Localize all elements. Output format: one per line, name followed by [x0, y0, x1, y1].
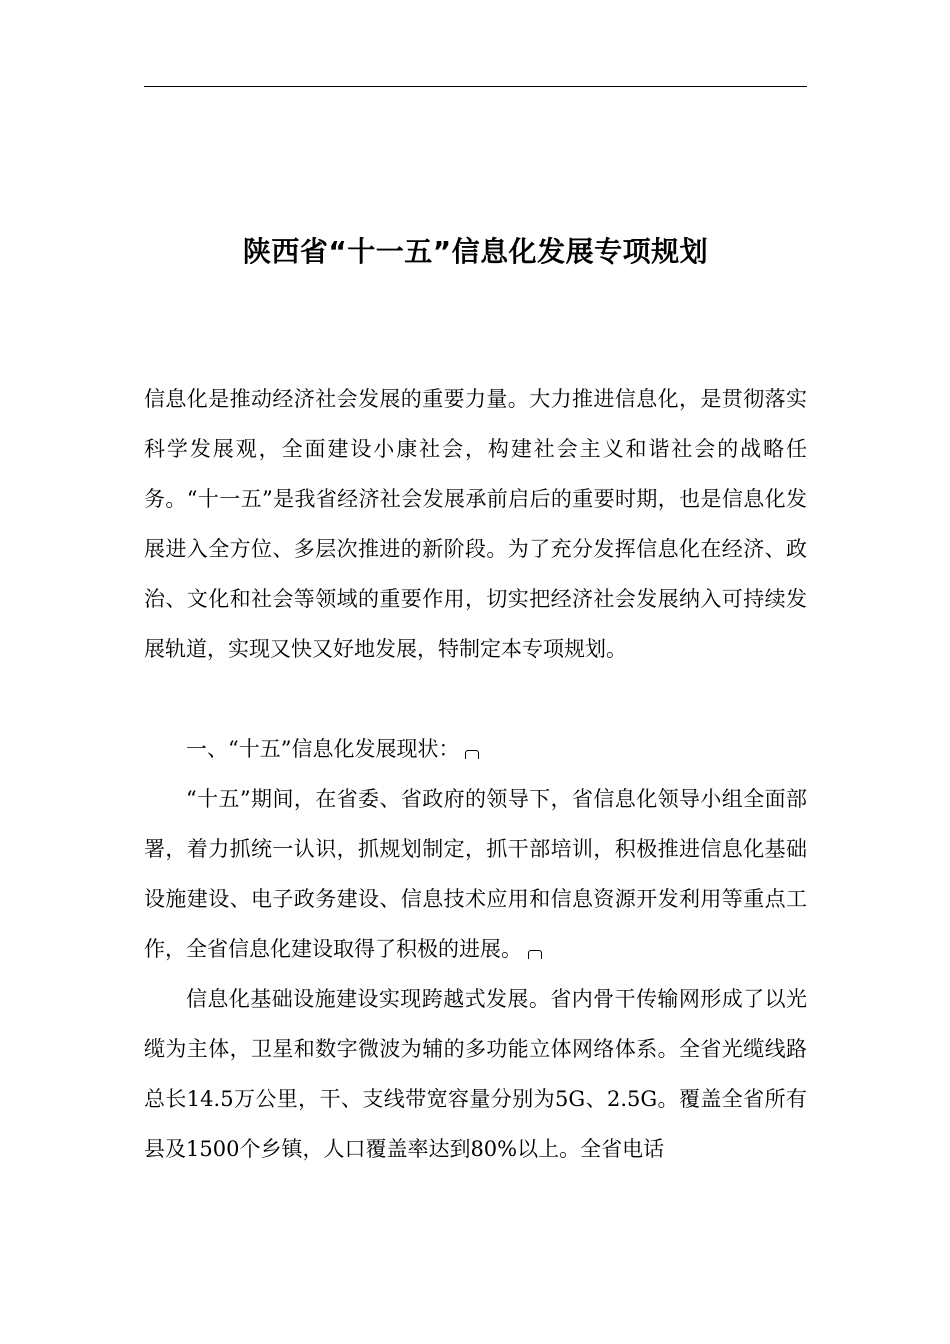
- section-heading-block: [144, 724, 807, 774]
- paragraph-mark-icon: [528, 950, 542, 959]
- status-paragraph-block: [144, 774, 807, 974]
- infrastructure-paragraph-block: [144, 974, 807, 1174]
- document-body: [144, 374, 807, 674]
- document-title: 陕西省“十一五”信息化发展专项规划: [242, 235, 709, 268]
- section-heading: [144, 724, 807, 774]
- status-paragraph-text: “十五”期间，在省委、省政府的领导下，省信息化领导小组全面部署，着力抓统一认识，抓规划制定，抓干部培训，积极推进信息化基础设施建设、电子政务建设、信息技术应用和信息资源开发利用等重点工作，全省信息化建设取得了积极的进展。: [144, 787, 807, 961]
- section-heading-text: 一、“十五”信息化发展现状：: [186, 737, 460, 761]
- paragraph-mark-icon: [465, 750, 479, 759]
- infrastructure-paragraph: 信息化基础设施建设实现跨越式发展。省内骨干传输网形成了以光缆为主体，卫星和数字微波为辅的多功能立体网络体系。全省光缆线路总长14.5万公里，干、支线带宽容量分别为5G、2.5G。覆盖全省所有县及1500个乡镇，人口覆盖率达到80%以上。全省电话: [144, 987, 807, 1161]
- intro-paragraph: 信息化是推动经济社会发展的重要力量。大力推进信息化，是贯彻落实科学发展观，全面建设小康社会，构建社会主义和谐社会的战略任务。“十一五”是我省经济社会发展承前启后的重要时期，也是信息化发展进入全方位、多层次推进的新阶段。为了充分发挥信息化在经济、政治、文化和社会等领域的重要作用，切实把经济社会发展纳入可持续发展轨道，实现又快又好地发展，特制定本专项规划。: [144, 387, 807, 661]
- header-rule: [144, 86, 807, 87]
- status-paragraph: [144, 774, 807, 974]
